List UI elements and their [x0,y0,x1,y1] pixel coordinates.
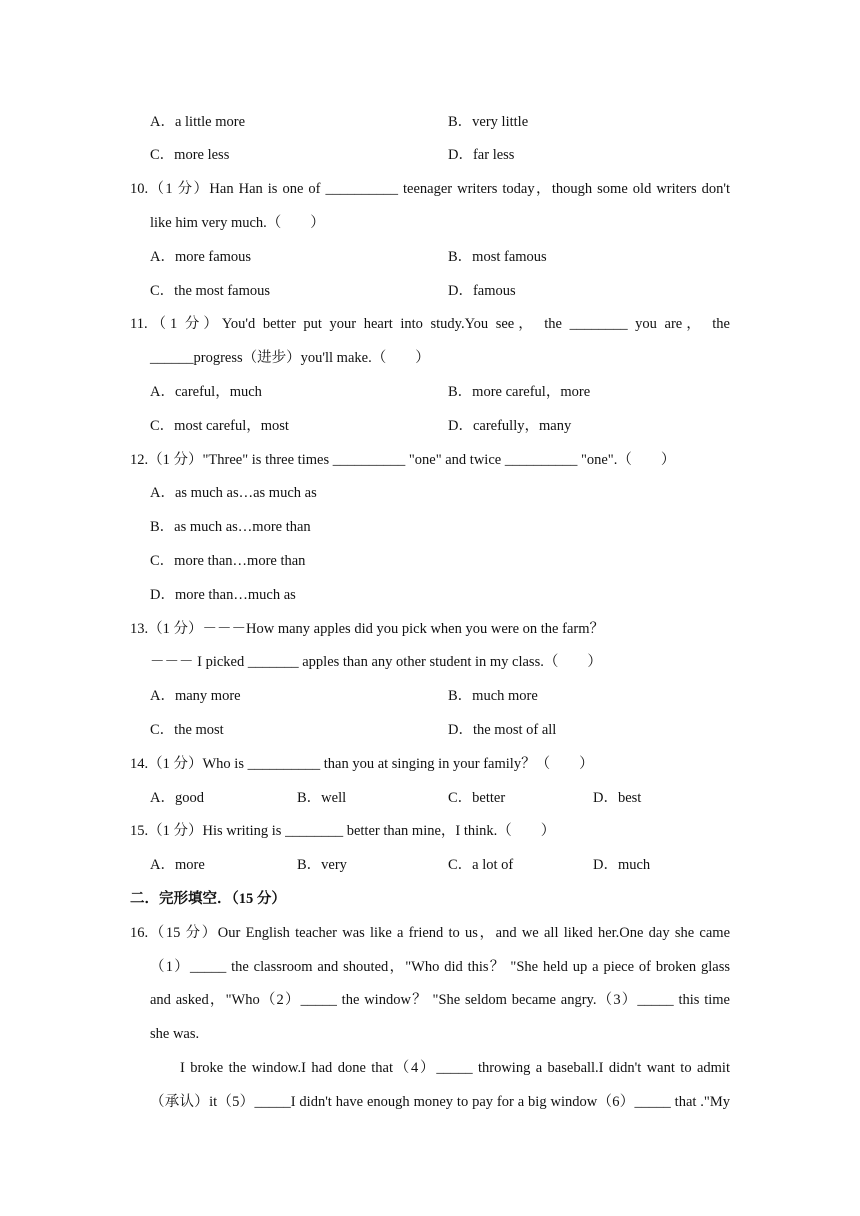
q12-option-b: B．as much as…more than [150,519,311,535]
q12-option-c: C．more than…more than [150,553,306,569]
q9-option-c: C．more less [150,147,230,163]
q11-option-b: B．more careful，more [448,384,591,400]
q13-stem-line2: －－－ I picked _______ apples than any other student in my class.（ ） [150,654,602,670]
q15-option-b: B．very [297,857,347,873]
q13-option-d: D．the most of all [448,722,557,738]
q16-passage-line5: I broke the window.I had done that（4）_____ throwing a baseball.I didn't want to admit [180,1060,730,1076]
q16-passage-line4: she was. [150,1026,200,1042]
q13-option-c: C．the most [150,722,224,738]
q16-passage-line2: （1）_____ the classroom and shouted，"Who did this？ "She held up a piece of broken glass [150,959,730,975]
q14-option-b: B．well [297,790,347,806]
q12-stem: 12.（1 分）"Three" is three times __________ "one" and twice __________ "one".（ ） [130,452,676,468]
q10-option-c: C．the most famous [150,283,271,299]
q9-option-a: A．a little more [150,114,246,130]
q13-option-a: A．many more [150,688,241,704]
q11-option-d: D．carefully，many [448,418,572,434]
q15-option-a: A．more [150,857,205,873]
section-heading-cloze: 二．完形填空．（15 分） [130,891,286,907]
q16-passage-line6: （承认）it（5）_____I didn't have enough money to pay for a big window（6）_____ that ."My [150,1094,730,1110]
q10-stem-line1: 10.（1 分）Han Han is one of __________ teenager writers today，though some old writers don't [130,181,730,197]
q14-option-a: A．good [150,790,204,806]
q13-stem-line1: 13.（1 分）－－－How many apples did you pick when you were on the farm？ [130,621,604,637]
q13-option-b: B．much more [448,688,538,704]
q11-option-c: C．most careful，most [150,418,289,434]
q14-stem: 14.（1 分）Who is __________ than you at singing in your family？（ ） [130,756,594,772]
q11-option-a: A．careful，much [150,384,262,400]
q10-option-b: B．most famous [448,249,547,265]
q11-stem-line1: 11.（1 分）You'd better put your heart into study.You see， the ________ you are， the [130,316,730,332]
q10-stem-line2: like him very much.（ ） [150,215,325,231]
q16-passage-line1: 16.（15 分）Our English teacher was like a friend to us，and we all liked her.One day she came [130,925,730,941]
q9-option-d: D．far less [448,147,515,163]
q10-option-a: A．more famous [150,249,252,265]
q16-passage-line3: and asked，"Who（2）_____ the window？ "She seldom became angry.（3）_____ this time [150,992,730,1008]
q10-option-d: D．famous [448,283,516,299]
q14-option-c: C．better [448,790,506,806]
q15-option-d: D．much [593,857,651,873]
q15-stem: 15.（1 分）His writing is ________ better than mine，I think.（ ） [130,823,556,839]
q12-option-d: D．more than…much as [150,587,296,603]
q14-option-d: D．best [593,790,642,806]
q9-option-b: B．very little [448,114,529,130]
q15-option-c: C．a lot of [448,857,514,873]
q11-stem-line2: ______progress（进步）you'll make.（ ） [150,350,430,366]
q12-option-a: A．as much as…as much as [150,485,317,501]
